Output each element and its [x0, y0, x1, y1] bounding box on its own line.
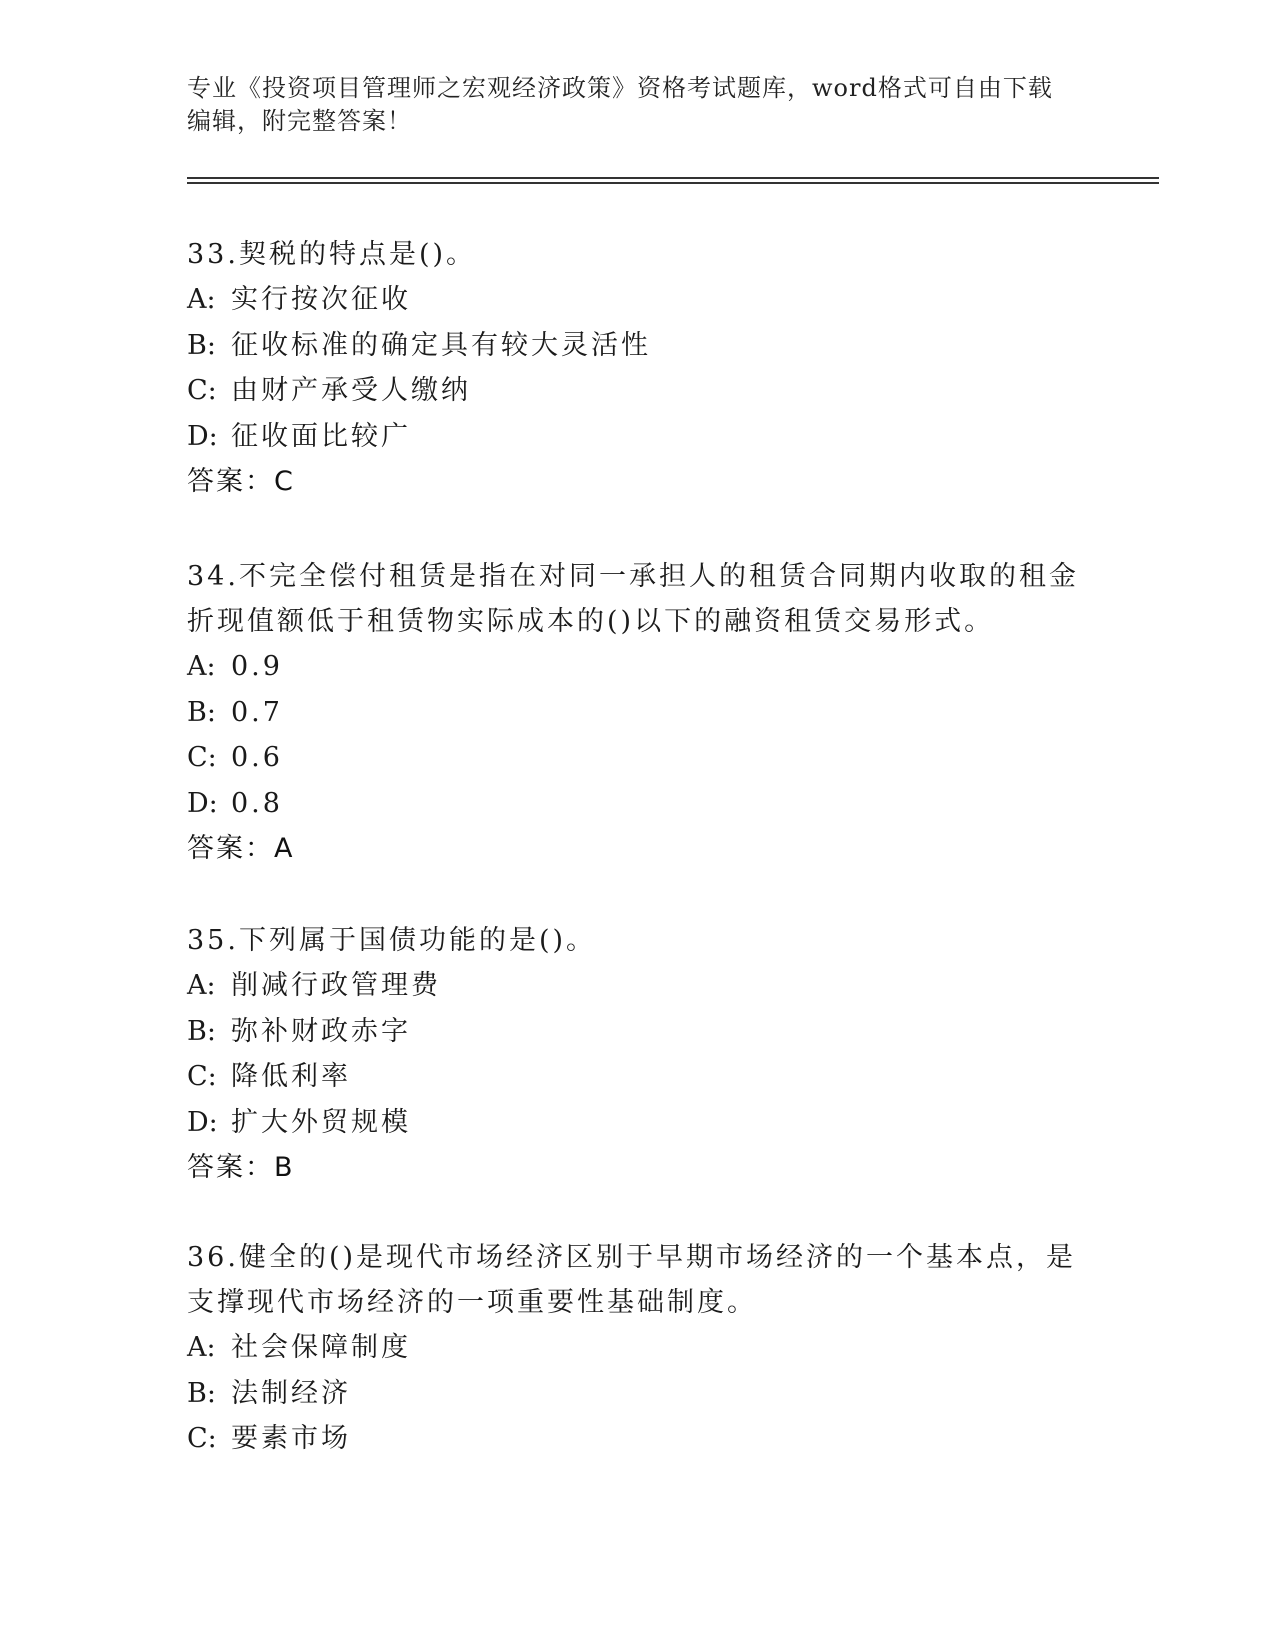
question-36	[187, 1235, 1087, 1462]
option-letter: C:	[187, 742, 217, 773]
option-b	[187, 1371, 1087, 1417]
option-letter: B:	[187, 696, 216, 728]
option-text: 0.6	[231, 742, 283, 773]
option-letter: B:	[187, 329, 216, 361]
question-34	[187, 554, 1087, 871]
option-letter: D:	[187, 420, 218, 452]
option-b	[187, 1009, 1087, 1055]
option-text: 社会保障制度	[231, 1332, 411, 1363]
option-letter: B:	[187, 1377, 216, 1409]
answer: 答案：B	[187, 1152, 295, 1183]
option-a	[187, 1325, 1087, 1371]
option-c	[187, 1416, 1087, 1462]
option-c	[187, 1054, 1087, 1100]
question-35	[187, 918, 1087, 1190]
option-a	[187, 277, 1087, 323]
option-d	[187, 414, 1087, 460]
option-text: 法制经济	[231, 1377, 351, 1409]
option-letter: A:	[187, 284, 216, 315]
question-33	[187, 232, 1087, 504]
option-letter: A:	[187, 970, 216, 1001]
header-divider	[187, 177, 1159, 184]
option-d	[187, 781, 1087, 827]
question-stem: 34.不完全偿付租赁是指在对同一承担人的租赁合同期内收取的租金折现值额低于租赁物实际成本的()以下的融资租赁交易形式。	[187, 561, 1079, 637]
option-c	[187, 735, 1087, 781]
option-b	[187, 690, 1087, 736]
option-text: 要素市场	[231, 1423, 351, 1454]
option-letter: C:	[187, 1423, 217, 1454]
option-text: 征收面比较广	[231, 420, 411, 452]
divider-line	[187, 182, 1159, 184]
option-a	[187, 644, 1087, 690]
option-d	[187, 1100, 1087, 1146]
option-text: 降低利率	[231, 1061, 351, 1092]
option-letter: A:	[187, 1332, 216, 1363]
document-header: 专业《投资项目管理师之宏观经济政策》资格考试题库，word格式可自由下载编辑，附完整答案！	[187, 74, 1053, 135]
option-letter: D:	[187, 787, 218, 819]
option-text: 弥补财政赤字	[231, 1015, 411, 1047]
question-stem: 36.健全的()是现代市场经济区别于早期市场经济的一个基本点，是支撑现代市场经济的一项重要性基础制度。	[187, 1242, 1077, 1318]
option-text: 由财产承受人缴纳	[231, 375, 471, 406]
option-a	[187, 963, 1087, 1009]
option-text: 扩大外贸规模	[231, 1106, 411, 1138]
option-c	[187, 368, 1087, 414]
option-b	[187, 323, 1087, 369]
option-text: 0.8	[231, 787, 283, 819]
answer: 答案：C	[187, 466, 295, 497]
option-letter: D:	[187, 1106, 218, 1138]
option-letter: B:	[187, 1015, 216, 1047]
answer: 答案：A	[187, 833, 295, 864]
option-text: 削减行政管理费	[231, 970, 441, 1001]
question-stem: 33.契税的特点是()。	[187, 239, 477, 270]
option-text: 征收标准的确定具有较大灵活性	[231, 329, 651, 361]
option-text: 0.9	[231, 651, 283, 682]
option-letter: C:	[187, 1061, 217, 1092]
question-stem: 35.下列属于国债功能的是()。	[187, 925, 597, 956]
option-text: 0.7	[231, 696, 283, 728]
option-letter: A:	[187, 651, 216, 682]
option-letter: C:	[187, 375, 217, 406]
option-text: 实行按次征收	[231, 284, 411, 315]
divider-line	[187, 177, 1159, 179]
